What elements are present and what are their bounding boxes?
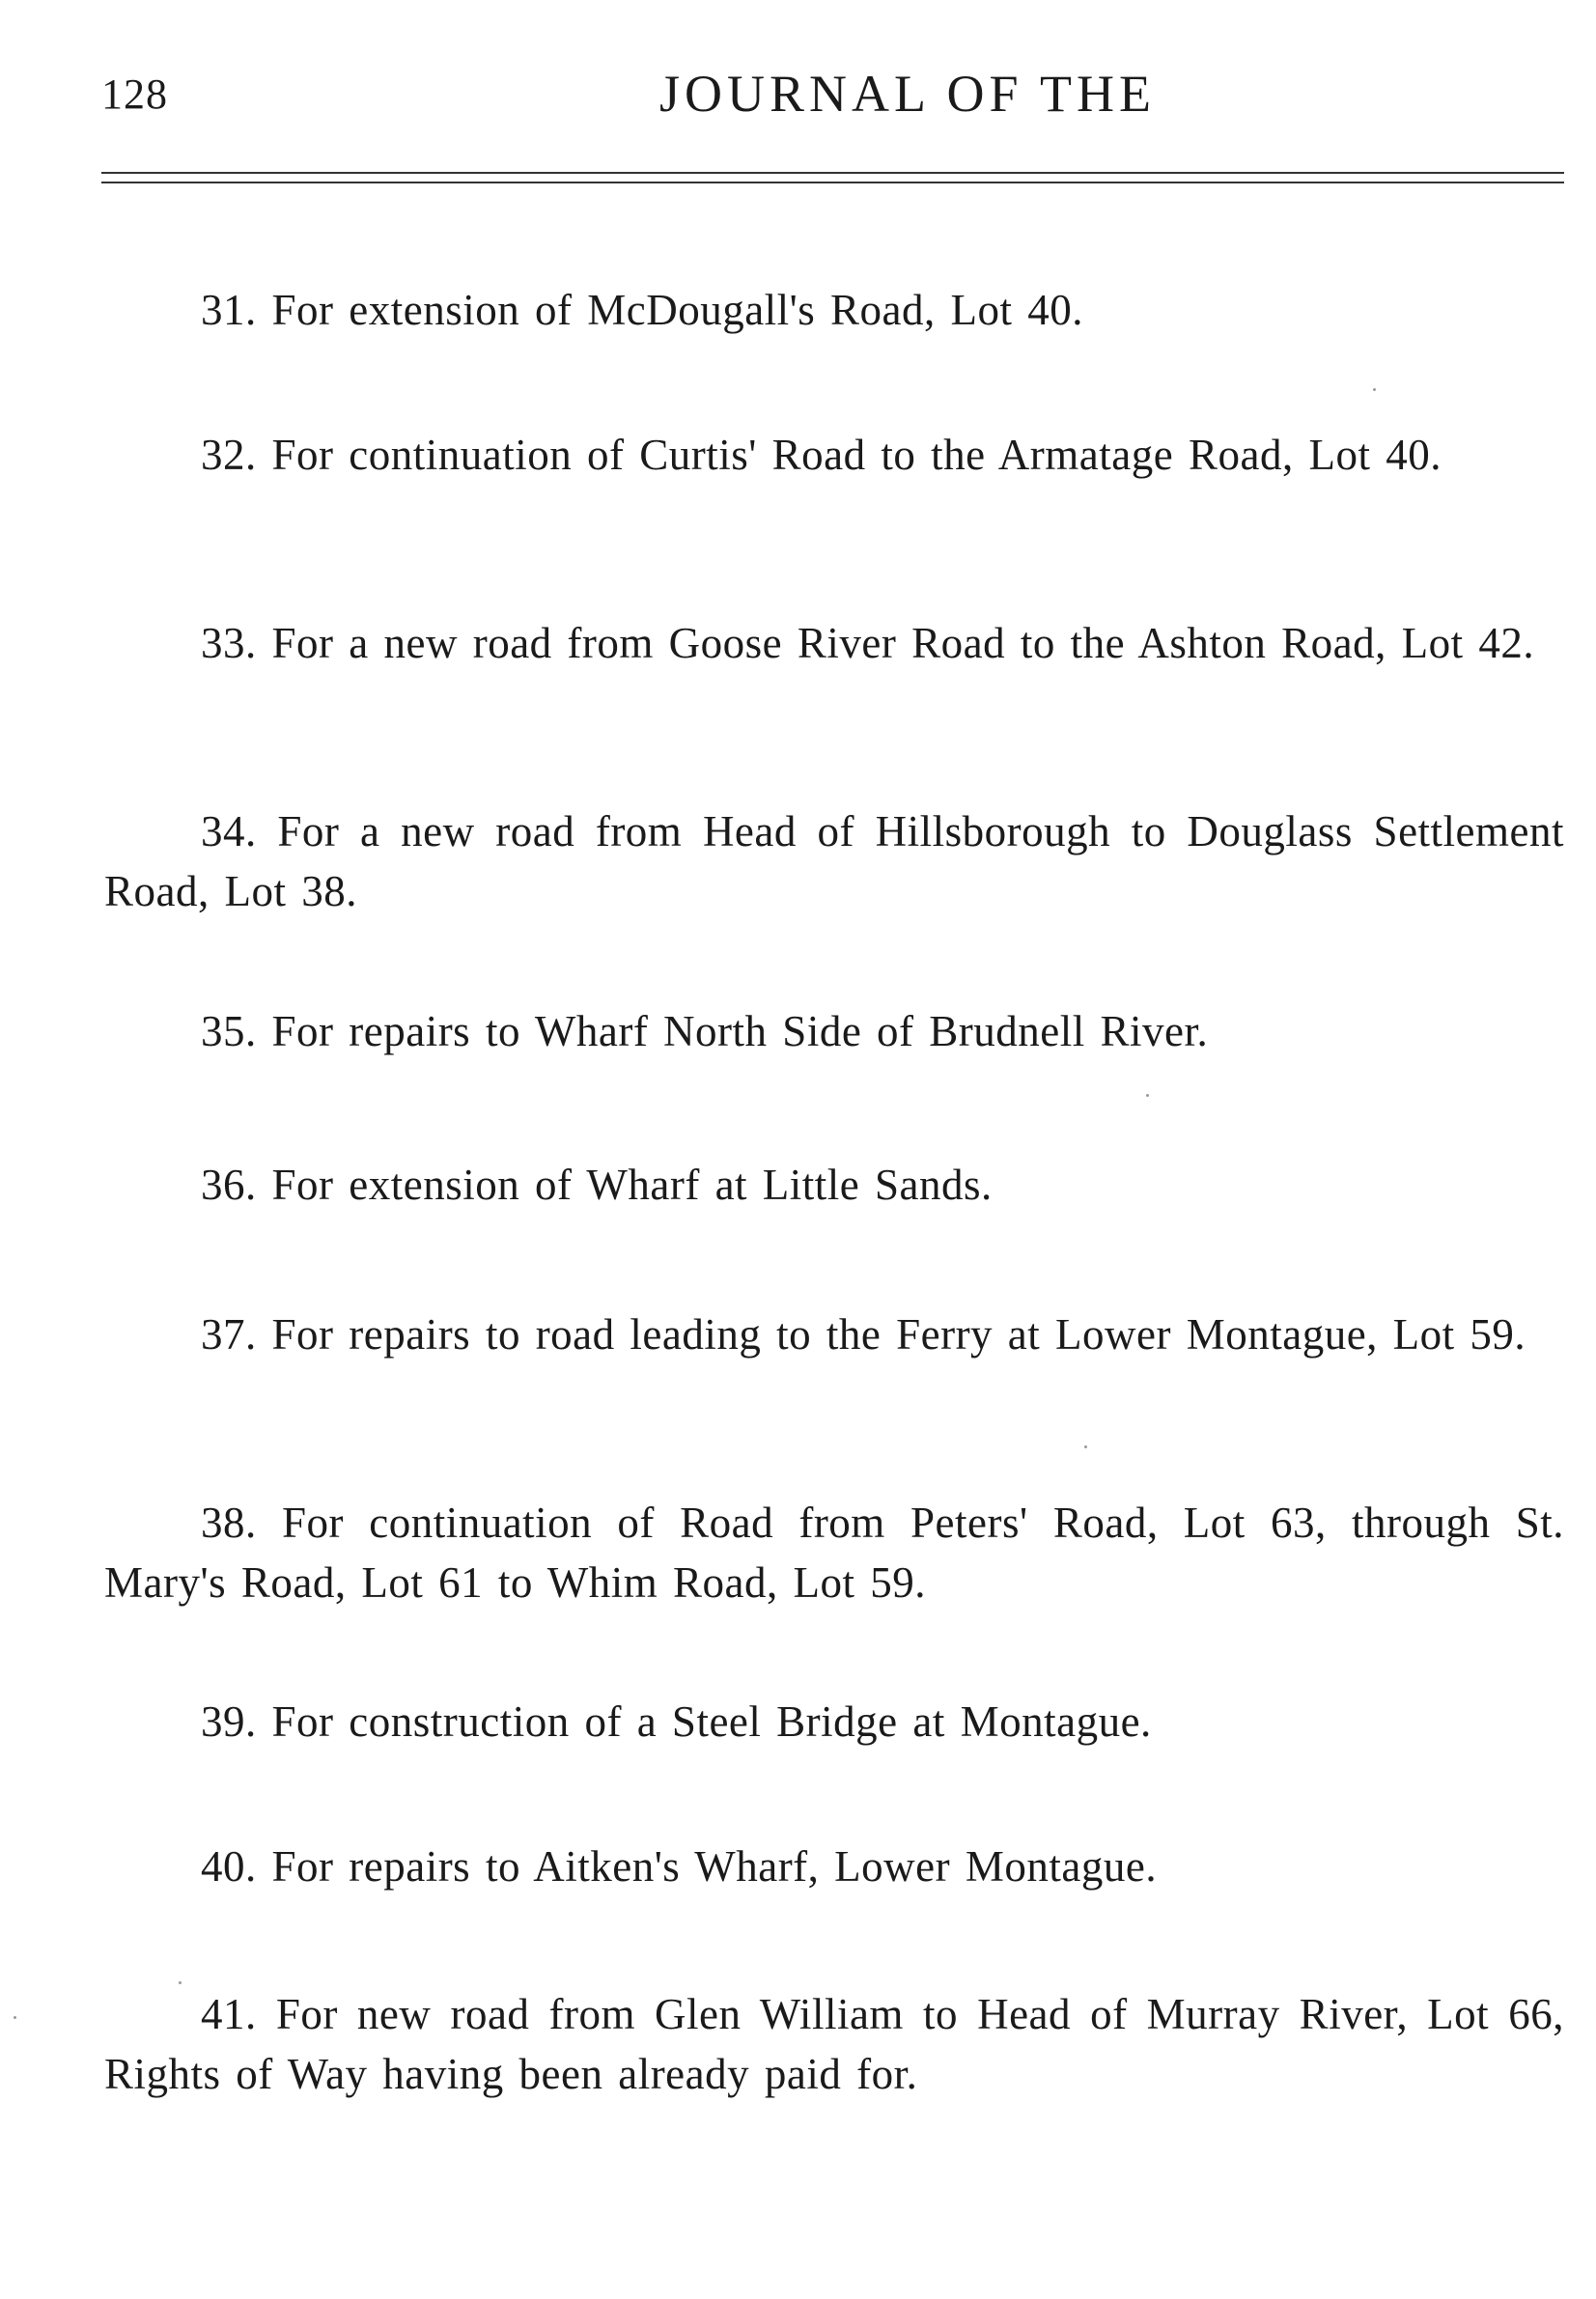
- entry-34: 34. For a new road from Head of Hillsborough to Douglass Settlement Road, Lot 38.: [104, 807, 1564, 915]
- entry-41: 41. For new road from Glen William to Head of Murray River, Lot 66, Rights of Way having been already paid for.: [104, 1990, 1564, 2098]
- paper-speck: [179, 1981, 182, 1984]
- entry-36: 36. For extension of Wharf at Little Sands.: [201, 1161, 993, 1209]
- entry-31: 31. For extension of McDougall's Road, Lot 40.: [201, 286, 1084, 334]
- entry-37: 37. For repairs to road leading to the Ferry at Lower Montague, Lot 59.: [201, 1310, 1526, 1359]
- entry-32: 32. For continuation of Curtis' Road to the Armatage Road, Lot 40.: [201, 431, 1442, 479]
- paper-speck: [14, 2016, 16, 2019]
- entry-39: 39. For construction of a Steel Bridge at Montague.: [201, 1697, 1152, 1746]
- paper-speck: [1084, 1445, 1087, 1448]
- running-title: JOURNAL OF THE: [658, 65, 1157, 123]
- paper-speck: [1146, 1094, 1149, 1097]
- header-rule-double: [101, 182, 1564, 183]
- entry-35: 35. For repairs to Wharf North Side of Brudnell River.: [201, 1007, 1209, 1055]
- running-head: [101, 64, 1569, 131]
- entry-40: 40. For repairs to Aitken's Wharf, Lower Montague.: [201, 1842, 1158, 1891]
- paper-speck: [1373, 388, 1376, 391]
- header-rule: [101, 172, 1564, 174]
- page-number: 128: [101, 70, 168, 118]
- entry-38: 38. For continuation of Road from Peters' Road, Lot 63, through St. Mary's Road, Lot 61 to Whim Road, Lot 59.: [104, 1499, 1564, 1607]
- entry-33: 33. For a new road from Goose River Road to the Ashton Road, Lot 42.: [201, 619, 1535, 667]
